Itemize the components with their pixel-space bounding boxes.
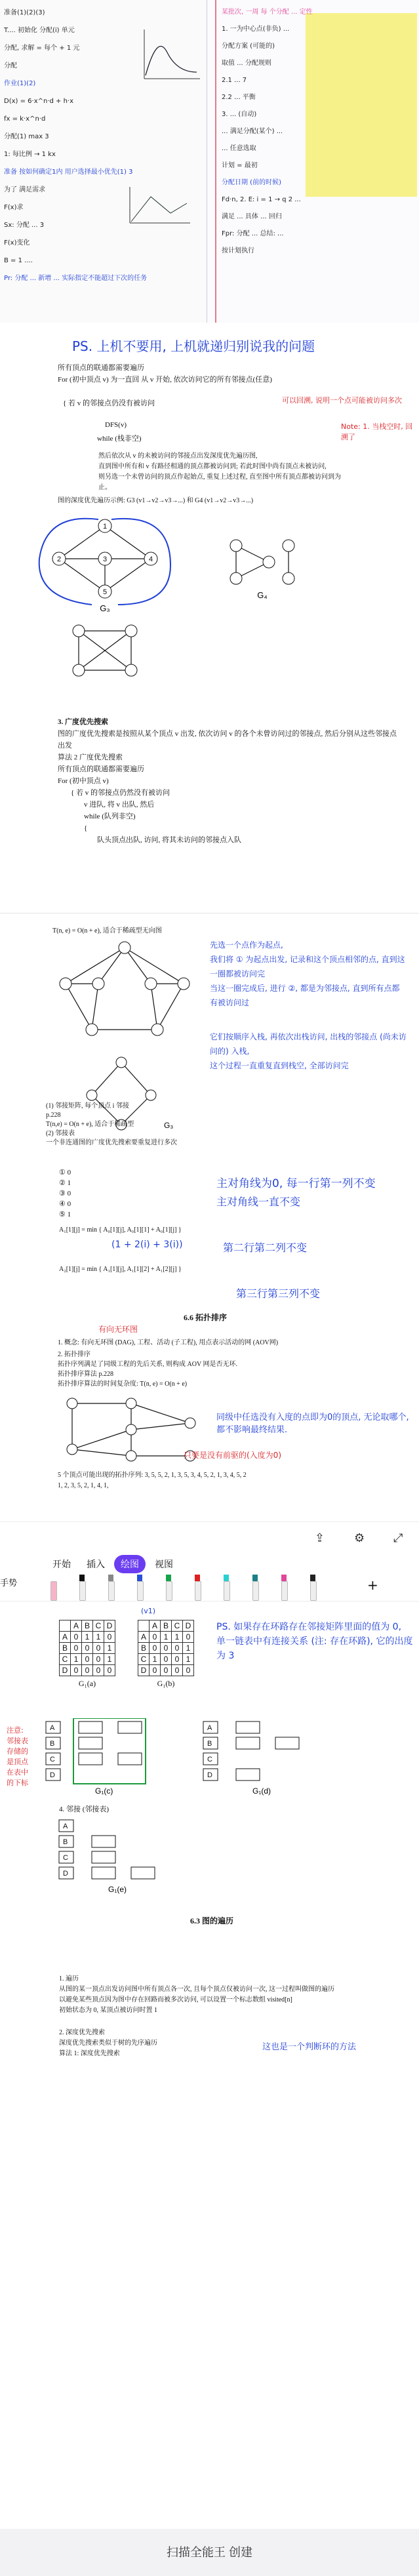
matrix-b-label: G₁(b) [157, 1679, 175, 1688]
topo-text [58, 1350, 399, 1389]
share-icon[interactable]: ⇪ [315, 1531, 325, 1545]
ps-note: PS. 上机不要用, 上机就递归别说我的问题 [72, 338, 315, 354]
red-note-a: 可以回溯, 说明一个点可能被访问多次 [282, 396, 402, 405]
hand-note: 先选一个点作为起点, [210, 940, 283, 950]
note-line: 按计划执行 [222, 247, 254, 254]
svg-text:B: B [50, 1740, 55, 1748]
topo-hw-note: 同级中任选没有入度的点即为0的顶点, 无论取哪个, 都不影响最终结果. [216, 1413, 409, 1435]
note-line: Fpr: 分配 ... 总结: ... [222, 230, 284, 237]
graph-bfs [39, 938, 210, 1049]
hand-note: 当这一圈完成后, 进行 ②, 都是为邻接点, 直到所有点都有被访问过 [210, 984, 400, 1007]
def-line: 1. 遍历 [59, 1975, 79, 1982]
for-line: For (初中顶点 v) 为一直回 从 v 开始, 依次访问它的所有邻接点(任意) [58, 376, 272, 384]
note-line: 分配日期 (前的时候) [222, 179, 281, 186]
note-line: Sx: 分配 ... 3 [4, 222, 45, 229]
topo-line: 拓扑序列满足了同级工程的先后关系, 则构成 AOV 网是否无环. [58, 1361, 237, 1368]
notebook-photo [0, 0, 419, 323]
settings-icon[interactable]: ⚙ [354, 1531, 365, 1545]
app-toolbar [0, 1521, 419, 1601]
matrix-b: A B C D A 0 1 1 0 B 0 0 0 1 C 1 0 0 1 D 0 0 0 0 G₁(b) [138, 1620, 194, 1689]
g3-small-label: G₃ [164, 1121, 174, 1130]
hand-note: 单一链表中有连接关系 (注: 存在环路), 它的出度为 3 [216, 1636, 413, 1661]
svg-text:C: C [207, 1756, 212, 1763]
gesture-label[interactable]: 手势 [0, 1578, 18, 1588]
bfs-text: 算法 2 广度优先搜索 [58, 754, 123, 761]
algo-line: 一个非连通图的广度优先搜索要重复进行多次 [46, 1139, 177, 1146]
note-line: 3. ... (自动) [222, 111, 257, 118]
traverse-section: 6.3 图的遍历 [190, 1916, 234, 1925]
algo-line: (2) 邻接表 [46, 1130, 75, 1137]
page-topo [0, 1312, 419, 1515]
svg-text:2: 2 [56, 555, 62, 563]
page-bfs-example [0, 918, 419, 1154]
bfs-text: { [84, 824, 88, 832]
svg-text:C: C [50, 1756, 55, 1763]
topo-def: 1. 概念: 有向无环图 (DAG), 工程、活动 (子工程), 用点表示活动的网 (AOV网) [58, 1339, 279, 1346]
note-line: 作业(1)(2) [4, 80, 36, 87]
note-line: ... 任意选取 [222, 145, 256, 152]
note-line: T.... 初始化 分配(i) 单元 [4, 27, 75, 34]
note-line: 满足 ... 具体 ... 回归 [222, 213, 282, 220]
adj-list-d [190, 1718, 341, 1797]
dfs-call: DFS(v) [105, 421, 127, 429]
page-floyd [0, 1167, 419, 1312]
svg-text:3: 3 [102, 555, 108, 563]
bfs-text: while (队列非空) [84, 813, 136, 820]
body-line: 则另选一个未曾访问的顶点作起始点, 重复上述过程, 直至图中所有顶点都被访问到为止。 [98, 473, 341, 491]
adj-label-c: G₁(c) [95, 1786, 113, 1796]
page2-header: T(n, e) = O(n + e), 适合于稀疏型无向图 [52, 927, 162, 935]
adj-bottom-heading: 4. 邻接 (邻接表) [59, 1805, 110, 1813]
svg-text:A: A [50, 1724, 55, 1732]
tab-home[interactable]: 开始 [52, 1559, 71, 1569]
note-line: D(x) = 6·x^n·d + h·x [4, 98, 74, 105]
pen-tool-dark[interactable] [306, 1575, 320, 1600]
note-line: Fd·n, 2. E: i = 1 → q 2 ... [222, 196, 301, 203]
note-line: 2.2 ... 平衡 [222, 94, 256, 101]
footer-label: 扫描全能王 创建 [166, 2546, 252, 2559]
body-line: 直到图中所有和 v 有路径相通的顶点都被访问到; 若此时图中尚有顶点未被访问, [98, 463, 327, 470]
svg-text:A: A [207, 1724, 212, 1732]
matrix-col-a: ① 0 ② 1 ③ 0 ④ 0 ⑤ 1 [59, 1169, 71, 1218]
pen-tool-teal[interactable] [248, 1575, 262, 1600]
topo-title: 6.6 拓扑排序 [184, 1313, 228, 1322]
pen-tool-red[interactable] [190, 1575, 205, 1600]
pen-tray [46, 1575, 332, 1600]
note-line: 分配方案 (可能的) [222, 43, 275, 50]
note-line: 2.1 ... 7 [222, 77, 247, 84]
graph-g4 [216, 533, 308, 605]
matrix-a: A B C D A 0 1 1 0 B 0 0 0 1 C 1 0 0 1 D 0 0 0 0 G₁(a) [59, 1620, 115, 1689]
def-line: 2. 深度优先搜索 [59, 2029, 105, 2036]
hand-note-diag: 主对角线为0, 每一行第一列不变 [216, 1177, 376, 1190]
svg-text:B: B [207, 1740, 212, 1748]
hand-calc: (1 + 2(i) + 3(i)) [111, 1239, 183, 1250]
page-dfs [0, 323, 419, 913]
note-line: 某批次, 一周 每 个分配 ... 定性 [222, 9, 313, 16]
bfs-algo-notes [46, 1102, 216, 1148]
while-line: while (栈非空) [97, 435, 142, 443]
def-line: 深度优先搜索类似于树的先序遍历 [59, 2040, 157, 2047]
algo-line: (1) 邻接矩阵, 每个顶点 i 邻接 [46, 1102, 129, 1110]
bfs-section [58, 716, 399, 846]
hand-note: PS. 如果存在环路存在邻接矩阵里面的值为 0, [216, 1622, 402, 1632]
note-line: 分配, 求解 = 每个 + 1 元 [4, 45, 80, 52]
expand-icon[interactable]: ⤢ [393, 1531, 403, 1545]
bfs-hand-notes [210, 938, 407, 1073]
tab-insert[interactable]: 插入 [87, 1559, 105, 1569]
note-line: Pr: 分配 ... 新增 ... 实际指定不能超过下次的任务 [4, 275, 148, 282]
tab-view[interactable]: 视图 [155, 1559, 173, 1569]
note-line: 准备 按如何确定1内 用户选择最小优先(1) 3 [4, 169, 133, 176]
def-line: 以避免某些顶点因为图中存在回路而被多次访问, 可以设置一个标志数组 visited[n] [59, 1996, 292, 2003]
body-text [98, 451, 348, 493]
svg-text:D: D [50, 1771, 55, 1779]
pen-tool-pink[interactable] [277, 1575, 291, 1600]
topo-seq-2: 1, 2, 3, 5, 2, 1, 4, 1, [58, 1482, 109, 1489]
intro-text: 所有顶点的联通都需要遍历 [58, 364, 144, 372]
note-line: 计划 = 最初 [222, 162, 258, 169]
margin-line [215, 0, 217, 323]
page-adjacency [0, 1607, 419, 2525]
topo-seq-1: 5 个顶点可能出现的拓扑序列: 3, 5, 5, 2, 1, 3, 5, 3, 4, 5, 2, 1, 3, 4, 5, 2 [58, 1472, 247, 1479]
note-line: 分配(1) max 3 [4, 133, 49, 140]
page-divider [0, 913, 419, 914]
def-line: 从图的某一顶点出发访问图中所有顶点各一次, 且每个顶点仅被访问一次, 这一过程叫做图的遍历 [59, 1986, 334, 1993]
pen-tool-green[interactable] [161, 1575, 176, 1600]
note-line: 分配 [4, 62, 17, 70]
svg-text:A: A [63, 1822, 68, 1830]
svg-text:D: D [63, 1870, 68, 1878]
ak-formula-2: A₂[1][j] = min { A₁[1][j], A₁[1][2] + A₁[2][j] } [59, 1266, 182, 1273]
ribbon-tabs [46, 1555, 180, 1573]
pen-tool-gray[interactable] [104, 1575, 118, 1600]
matrix-a-label: G₁(a) [78, 1679, 96, 1688]
note-line: 为了 满足需求 [4, 186, 46, 193]
hand-note: 我们将 ① 为起点出发, 记录和这个顶点相邻的点, 直到这一圈都被访问完 [210, 955, 405, 978]
notebook-right-page [207, 0, 419, 323]
svg-text:C: C [63, 1854, 68, 1862]
adj-list-e [46, 1817, 197, 1895]
bfs-heading: 3. 广度优先搜索 [58, 718, 108, 726]
hand-note-row3: 第三行第三列不变 [236, 1287, 321, 1300]
note-line: F(x)求 [4, 204, 24, 211]
bfs-text: 队头顶点出队, 访问, 将其未访问的邻接点入队 [97, 836, 241, 844]
note-line: F(x)变化 [4, 239, 30, 247]
hand-note: 它们按顺序入栈, 再依次出栈访问, 出栈的邻接点 (尚未访问的) 入栈, [210, 1032, 407, 1056]
adj-label-d: G₁(d) [252, 1786, 271, 1796]
bfs-text: For (初中顶点 v) [58, 777, 109, 785]
notebook-left-page [0, 0, 207, 323]
svg-text:1: 1 [102, 523, 108, 531]
topo-hw-note-2: 只要是没有前驱的(入度为0) [184, 1451, 281, 1460]
algo-line: p.228 [46, 1112, 61, 1119]
topo-line: 拓扑排序算法 p.228 [58, 1371, 113, 1378]
note-line: 取值 ... 分配规则 [222, 60, 271, 67]
hw-bottom: 这也是一个判断环的方法 [262, 2042, 357, 2052]
tab-draw[interactable]: 绘图 [114, 1555, 146, 1573]
highlighter-tool-black[interactable] [75, 1575, 89, 1600]
body-line: 然后依次从 v 的未被访问的邻接点出发深度优先遍历图, [98, 453, 258, 460]
bfs-text: 图的广度优先搜索是按照从某个顶点 v 出发, 依次访问 v 的各个未曾访问过的邻接点, 然后分别从这些邻接点出发 [58, 730, 397, 750]
adj-label-e: G₁(e) [108, 1885, 127, 1894]
note-line: 1: 每比例 → 1 kx [4, 151, 56, 158]
note-line: B = 1 .... [4, 257, 33, 264]
def-line: 初始状态为 0, 某顶点被访问时置 1 [59, 2007, 157, 2014]
bfs-text: v 进队, 将 v 出队, 然后 [84, 801, 155, 809]
graph-g3 [20, 506, 190, 690]
example-line: 图的深度优先遍历示例: G3 (v1→v2→v3→...) 和 G4 (v1→v2→v3→...) [58, 497, 254, 504]
g3-label: G₃ [100, 603, 110, 613]
hand-note: 这个过程一直重复直到栈空, 全部访问完 [210, 1061, 349, 1070]
svg-text:D: D [207, 1771, 212, 1779]
ak-formula-1: A₁[1][j] = min { A₀[1][j], A₀[1][1] + A₀[1][j] } [59, 1226, 182, 1234]
bfs-text: 所有顶点的联通都需要遍历 [58, 765, 144, 773]
note-line: 1. 一为中心点(非负) ... [222, 26, 290, 33]
side-note: 注意: 邻接表存储的是顶点在表中的下标 [7, 1726, 28, 1787]
pen-tool-cyan[interactable] [219, 1575, 233, 1600]
sketch-chart-icon [125, 184, 197, 230]
svg-text:5: 5 [102, 588, 108, 596]
svg-text:4: 4 [148, 555, 153, 563]
dag-hw: 有向无环图 [98, 1325, 138, 1334]
svg-text:B: B [63, 1838, 68, 1846]
note-line: ... 满足分配(某个) ... [222, 128, 283, 135]
right-page-notes [222, 4, 415, 260]
g4-label: G₄ [257, 590, 268, 600]
algo-line: T(n,e) = O(n + e), 适合于稀疏型 [46, 1121, 134, 1128]
note-line: fx = k·x^n·d [4, 115, 46, 123]
topo-line: 2. 拓扑排序 [58, 1351, 90, 1358]
eraser-tool[interactable] [46, 1575, 60, 1600]
def-line: 算法 1: 深度优先搜索 [59, 2050, 120, 2057]
topo-line: 拓扑排序算法的时间复杂度: T(n, e) = O(n + e) [58, 1380, 188, 1388]
hand-note-diag-2: 主对角线一直不变 [216, 1196, 301, 1208]
pen-tool-blue[interactable] [132, 1575, 147, 1600]
inner-for: { 若 v 的邻接点仍没有被访问 [63, 399, 155, 407]
hand-note-row2: 第二行第二列不变 [223, 1241, 308, 1254]
sketch-curve-icon [138, 26, 203, 85]
adj-list-c [33, 1718, 184, 1797]
footer-bar [0, 2529, 419, 2576]
add-tool-icon[interactable]: + [367, 1577, 378, 1593]
bfs-text: { 若 v 的邻接点仍然没有被访问 [71, 789, 170, 797]
v1-mark: (v1) [141, 1607, 156, 1615]
note-line: 准备(1)(2)(3) [4, 9, 45, 16]
ps-note-matrix [216, 1620, 413, 1663]
red-note-b: Note: 1. 当栈空时, 回溯了 [341, 422, 413, 441]
